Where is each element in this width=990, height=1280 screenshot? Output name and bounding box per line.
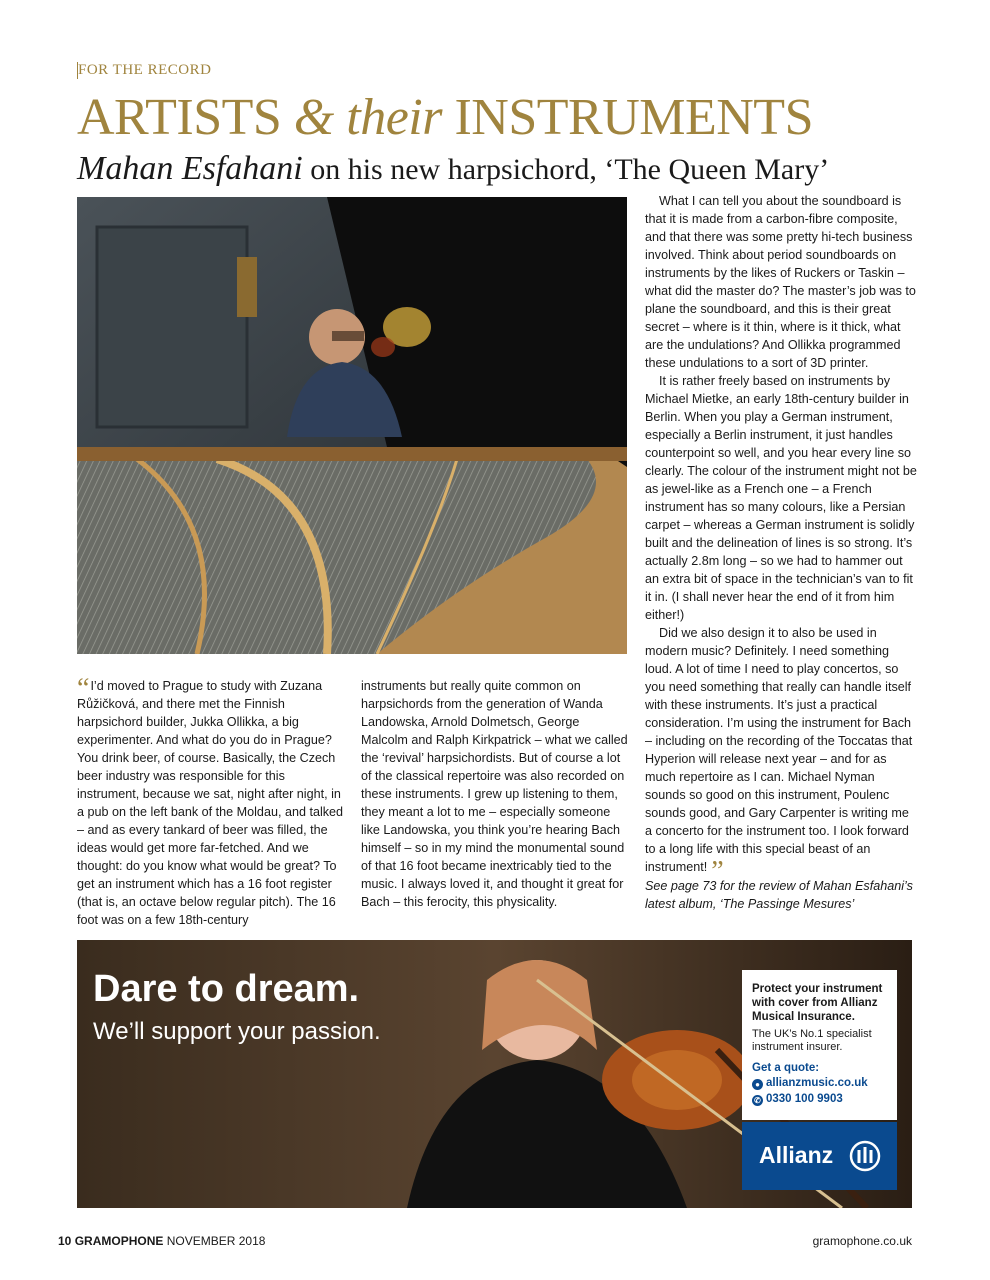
website-link[interactable]: ● allianzmusic.co.uk xyxy=(752,1075,887,1091)
ad-headline: Dare to dream. xyxy=(93,968,360,1010)
ad-subhead: We’ll support your passion. xyxy=(93,1018,381,1045)
open-quote-mark: “ xyxy=(77,673,90,704)
paragraph: It is rather freely based on instruments by Michael Mietke, an early 18th-century builder in Berlin. When you play a German instrument, especially a Berlin instrument, it just handles counterpoint so well, and you hear every line so clearly. The colour of the instrument might not be as jewel-like as a French one – a French instrument has so many colours, like a Persian carpet – whereas a German instrument is solidly built and the delineation of lines is so strong. It’s actually 2.8m long – so we had to hammer out an extra bit of space in the technician’s van to fit it in. (I shall never hear the end of it from him either!) xyxy=(645,374,917,622)
harpsichord-photo xyxy=(77,197,627,654)
allianz-logo-panel xyxy=(742,1122,897,1190)
body-column-2: instruments but really quite common on harpsichords from the generation of Wanda Landowska, Arnold Dolmetsch, George Malcolm and Ralph Kirkpatrick – what we called the ‘revival’ harpsichordists. But of course a lot of the classical repertoire was also recorded on these instruments. I grew up listening to them, they meant a lot to me – especially someone like Landowska, you think you’re hearing Bach himself – so in my mind the monumental sound of that 16 foot became inextricably tied to the music. I always loved it, and thought it great for Bach – this ferocity, this physicality. xyxy=(361,679,628,909)
body-column-1: “I’d moved to Prague to study with Zuzana Růžičková, and there met the Finnish harpsichord builder, Jukka Ollikka, a big experimenter. And what do you do in Prague? You drink beer, of course. Basically, the Czech beer industry was responsible for this instrument, because we sat, night after night, in a pub on the left bank of the Moldau, and talked – and as every tankard of beer was filled, the ideas would get more far-fetched. And we thought: do you know what would be great? To get an instrument which has a 16 foot register (that is, an octave below regular pitch). The 16 foot was on a few 18th-century xyxy=(77,673,344,927)
phone-icon: ✆ xyxy=(752,1095,763,1106)
footer-folio: 10 GRAMOPHONE NOVEMBER 2018 xyxy=(58,1234,266,1248)
artist-name: Mahan Esfahani xyxy=(77,150,303,187)
paragraph: Did we also design it to also be used in modern music? Definitely. I need something loud. A lot of time I need to play concertos, so you need something that really can handle itself with these instruments. It’s just a practical consideration. I’m using the instrument for Bach – including on the recording of the Toccatas that Hyperion will release next year – and for as much repertoire as I can. Michael Nyman sounds so good on this instrument, Poulenc sounds good, and Gary Carpenter is writing me a concerto for the instrument too. I look forward to a long life with this special beast of an instrument! ” xyxy=(645,626,913,887)
paragraph: What I can tell you about the soundboard is that it is made from a carbon-fibre composite, and that there was some pretty hi-tech business involved. Think about period soundboards on instruments by the likes of Ruckers or Taskin – what did the master do? The master’s job was to plane the soundboard, and this is their great secret – where is it thin, where is it thick, what are the undulations? And Ollikka programmed these undulations to a sort of 3D printer. xyxy=(645,194,916,370)
close-quote-mark: ” xyxy=(711,856,724,887)
section-label: FOR THE RECORD xyxy=(78,62,212,78)
ad-info-box: Protect your instrument with cover from Allianz Musical Insurance. The UK’s No.1 specialist instrument insurer. Get a quote: ● allianzmusic.co.uk ✆ 0330 100 9903 xyxy=(742,970,897,1120)
cross-reference: See page 73 for the review of Mahan Esfahani’s latest album, ‘The Passinge Mesures’ xyxy=(645,879,913,911)
body-column-3 xyxy=(645,192,917,913)
headline: ARTISTS & their INSTRUMENTS xyxy=(77,89,813,146)
allianz-advert xyxy=(77,940,912,1208)
standfirst: Mahan Esfahani on his new harpsichord, ‘The Queen Mary’ xyxy=(77,150,830,187)
allianz-wordmark: Allianz xyxy=(759,1142,834,1168)
globe-icon: ● xyxy=(752,1079,763,1090)
allianz-eagle-icon xyxy=(849,1140,881,1172)
footer-url: gramophone.co.uk xyxy=(812,1234,912,1248)
phone-number[interactable]: ✆ 0330 100 9903 xyxy=(752,1091,887,1107)
